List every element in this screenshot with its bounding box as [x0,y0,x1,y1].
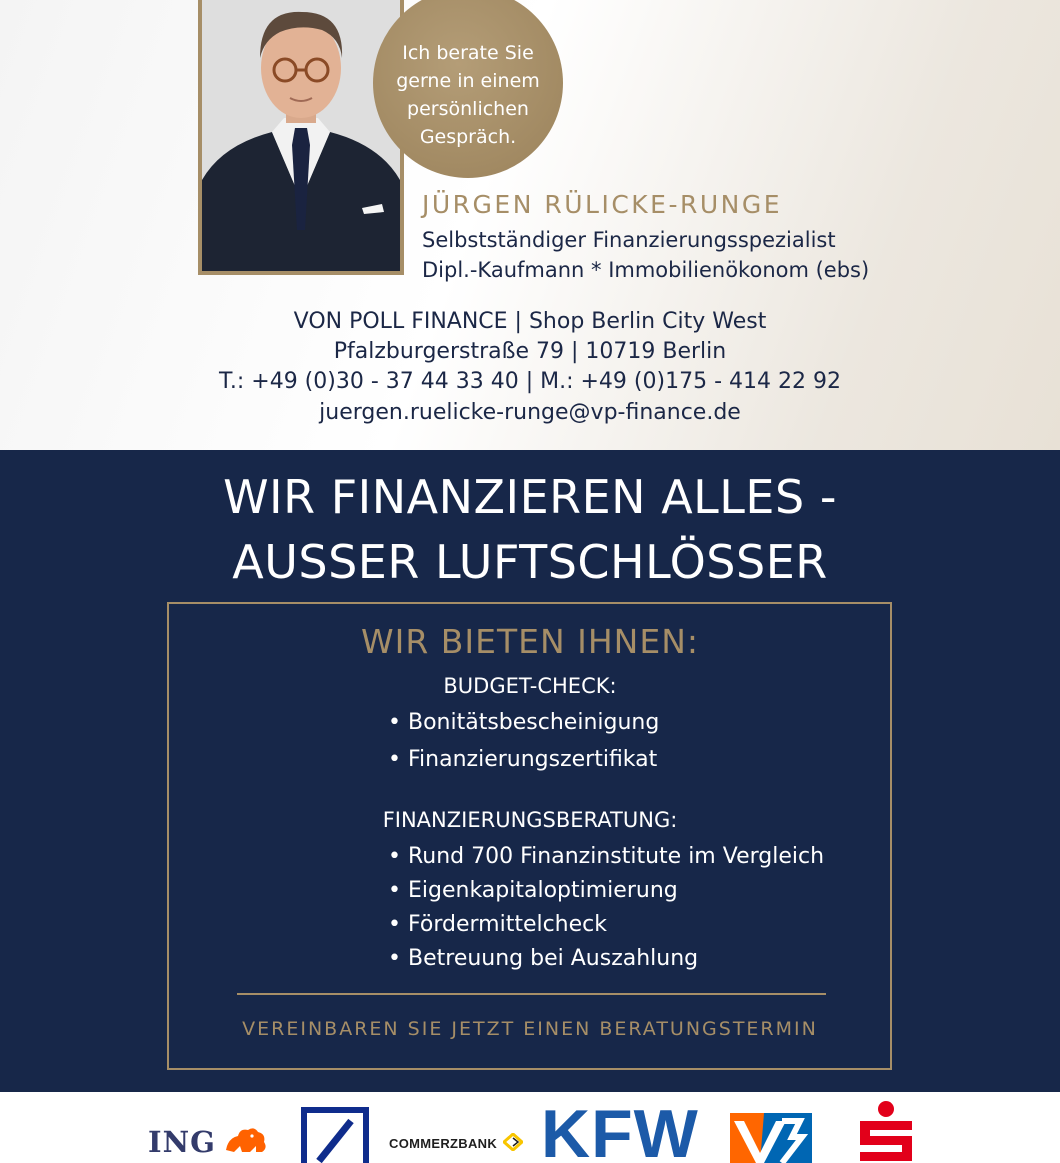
consultant-title-line-1: Selbstständiger Finanzierungsspezialist [422,228,836,252]
financing-advice-heading: FINANZIERUNGSBERATUNG: [382,808,678,832]
consultant-title-line-2: Dipl.-Kaufmann * Immobilienökonom (ebs) [422,258,870,282]
portrait-image [202,0,400,271]
financing-advice-list [388,842,824,978]
divider [237,993,826,995]
appointment-cta[interactable]: VEREINBAREN SIE JETZT EINEN BERATUNGSTERMIN [242,1018,818,1040]
sparkasse-icon [857,1100,915,1163]
list-item: • Eigenkapitaloptimierung [388,876,824,910]
bubble-text: Ich berate Sie gerne in einem persönlichen Gespräch. [396,42,540,148]
commerzbank-logo-text: COMMERZBANK [389,1136,498,1151]
list-item: • Rund 700 Finanzinstitute im Vergleich [388,842,824,876]
address-line: Pfalzburgerstraße 79 | 10719 Berlin [333,339,727,364]
phone-line[interactable]: T.: +49 (0)30 - 37 44 33 40 | M.: +49 (0)175 - 414 22 92 [219,369,841,394]
company-line: VON POLL FINANCE | Shop Berlin City West [293,309,767,334]
list-item: • Bonitätsbescheinigung [388,708,659,745]
kfw-logo-text: KFW [541,1096,699,1163]
list-item: • Betreuung bei Auszahlung [388,944,824,978]
headline-line-2: AUSSER LUFTSCHLÖSSER [232,535,828,589]
budget-check-heading: BUDGET-CHECK: [443,674,617,698]
commerzbank-ribbon-icon [503,1133,523,1155]
list-item: • Finanzierungszertifikat [388,745,659,782]
list-item: • Fördermittelcheck [388,910,824,944]
deutsche-bank-icon [301,1107,369,1163]
offer-title: WIR BIETEN IHNEN: [360,622,700,661]
ing-lion-icon [222,1124,270,1160]
headline-line-1: WIR FINANZIEREN ALLES - [223,470,837,524]
volksbank-icon [730,1113,812,1163]
offer-box-frame [167,602,892,1070]
email-link[interactable]: juergen.ruelicke-runge@vp-finance.de [319,400,741,425]
budget-check-list [388,708,659,782]
consultant-portrait [198,0,404,275]
ing-logo-text: ING [148,1125,216,1159]
consultant-name: JÜRGEN RÜLICKE-RUNGE [422,190,783,219]
